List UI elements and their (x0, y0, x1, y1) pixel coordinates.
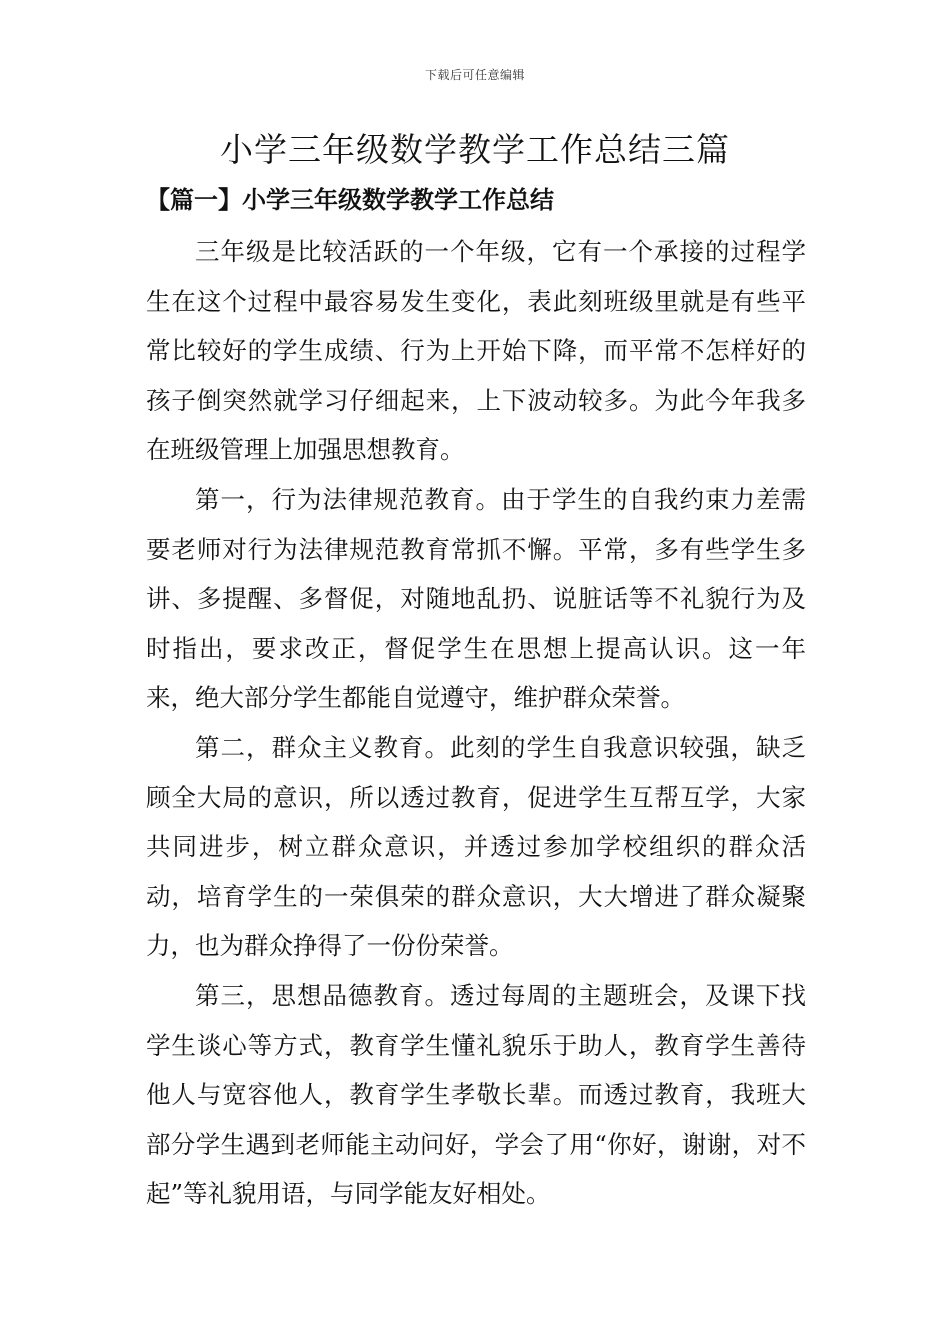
section-heading: 【篇一】小学三年级数学教学工作总结 (146, 185, 554, 214)
paragraph-first: 第一，行为法律规范教育。由于学生的自我约束力差需要老师对行为法律规范教育常抓不懈。平常，多有些学生多讲、多提醒、多督促，对随地乱扔、说脏话等不礼貌行为及时指出，要求改正，督促学生在思想上提高认识。这一年来，绝大部分学生都能自觉遵守，维护群众荣誉。 (146, 484, 806, 713)
body-text (146, 227, 806, 1219)
paragraph-intro: 三年级是比较活跃的一个年级，它有一个承接的过程学生在这个过程中最容易发生变化，表此刻班级里就是有些平常比较好的学生成绩、行为上开始下降，而平常不怎样好的孩子倒突然就学习仔细起来，上下波动较多。为此今年我多在班级管理上加强思想教育。 (146, 237, 806, 465)
paragraph-third: 第三，思想品德教育。透过每周的主题班会，及课下找学生谈心等方式，教育学生懂礼貌乐于助人，教育学生善待他人与宽容他人，教育学生孝敬长辈。而透过教育，我班大部分学生遇到老师能主动问好，学会了用“你好，谢谢，对不起”等礼貌用语，与同学能友好相处。 (146, 980, 806, 1209)
header-note: 下载后可任意编辑 (424, 68, 525, 82)
document-title: 小学三年级数学教学工作总结三篇 (220, 130, 730, 169)
paragraph-second: 第二，群众主义教育。此刻的学生自我意识较强，缺乏顾全大局的意识，所以透过教育，促进学生互帮互学，大家共同进步，树立群众意识，并透过参加学校组织的群众活动，培育学生的一荣俱荣的群众意识，大大增进了群众凝聚力，也为群众挣得了一份份荣誉。 (146, 732, 806, 961)
